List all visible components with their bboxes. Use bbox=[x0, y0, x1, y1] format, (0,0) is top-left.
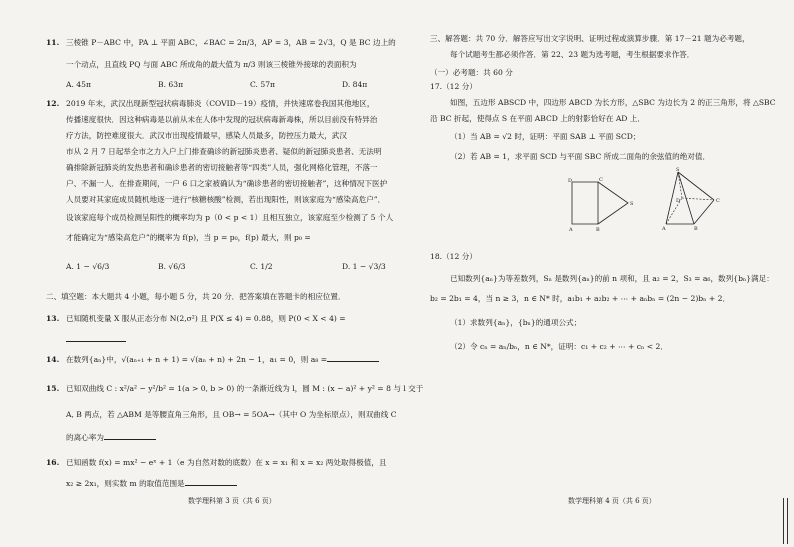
fig2-label-d: D bbox=[676, 198, 681, 204]
q12-line3 bbox=[46, 131, 347, 141]
q15-text-2: A, B 两点，若 △ABM 是等腰直角三角形，且 OB→ = 5OA→（其中 O 为坐标原点），则双曲线 C bbox=[66, 410, 397, 419]
q17-score: （12 分） bbox=[442, 82, 477, 91]
q18-number: 18. bbox=[430, 252, 443, 261]
q18-score: （12 分） bbox=[442, 252, 477, 261]
q16-text-2: x₂ ≥ 2x₁，则实数 m 的取值范围是 bbox=[66, 479, 185, 488]
q13-line bbox=[46, 314, 346, 324]
q15-line1 bbox=[46, 384, 423, 394]
q12-line4 bbox=[46, 147, 381, 157]
q11-option-b: B. 63π bbox=[158, 80, 184, 89]
fig2-label-c: C bbox=[716, 198, 720, 204]
q11-text-1: 三棱锥 P－ABC 中，PA ⊥ 平面 ABC，∠BAC = 2π/3，AP = 3，AB = 2√3，Q 是 BC 边上的 bbox=[66, 38, 396, 47]
q11-option-a: A. 45π bbox=[66, 80, 91, 89]
q17-line1 bbox=[430, 98, 776, 108]
q12-text-6: 户、不漏一人．在排查期间，一户 6 口之家被确认为“确诊患者的密切接触者”，这种情况下医护 bbox=[66, 179, 388, 188]
q12-line8 bbox=[46, 213, 393, 223]
q17-part1-text: （1）当 AB = √2 时，证明：平面 SAB ⊥ 平面 SCD； bbox=[450, 132, 641, 141]
q12-option-c: C. 1/2 bbox=[250, 262, 273, 271]
q18-header bbox=[430, 252, 477, 262]
q14-text: 在数列{aₙ}中，√(aₙ₊₁ + n + 1) = √(aₙ + n) + 2n − 1，a₁ = 0，则 a₈ = bbox=[66, 355, 328, 364]
q12-option-a: A. 1 − √6/3 bbox=[66, 262, 110, 271]
q14-line bbox=[46, 354, 379, 365]
fig2-label-b: B bbox=[694, 226, 698, 232]
q12-line2 bbox=[46, 115, 377, 125]
q14-answer-blank[interactable] bbox=[327, 354, 379, 362]
pyramid-figure bbox=[656, 166, 726, 232]
q15-text-3: 的离心率为 bbox=[66, 433, 104, 442]
q12-text-1: 2019 年末，武汉出现新型冠状病毒肺炎（COVID－19）疫情，并快速席卷我国其他地区， bbox=[66, 99, 375, 108]
q12-text-5: 确排除新冠肺炎的发热患者和确诊患者的密切接触者等“四类”人员，强化网格化管理，不落一 bbox=[66, 163, 378, 172]
section2-heading bbox=[46, 292, 346, 302]
q11-number: 11. bbox=[46, 38, 60, 47]
q11-option-d: D. 84π bbox=[342, 80, 368, 89]
q18-text-1: 已知数列{aₙ}为等差数列，Sₙ 是数列{aₙ}的前 n 项和，且 a₂ = 2，S₃ = a₆，数列{bₙ}满足： bbox=[450, 274, 774, 283]
q15-line2 bbox=[46, 410, 397, 420]
q18-part2-text: （2）令 cₙ = aₙ/bₙ，n ∈ N*，证明：c₁ + c₂ + ⋯ + cₙ < 2． bbox=[450, 342, 668, 351]
q11-option-c: C. 57π bbox=[250, 80, 276, 89]
q11-text-2: 一个动点，且直线 PQ 与面 ABC 所成角的最大值为 π/3 则该三棱锥外接球的表面积为 bbox=[66, 60, 357, 69]
q12-number: 12. bbox=[46, 99, 60, 108]
q12-text-9: 才能确定为“感染高危户”的概率为 f(p)，当 p = p₀，f(p) 最大，则 p₀ = bbox=[66, 233, 311, 242]
q18-part1-text: （1）求数列{aₙ}，{bₙ}的通项公式； bbox=[450, 318, 582, 327]
q18-text-2: b₂ = 2b₁ = 4，当 n ≥ 3，n ∈ N* 时，a₁b₁ + a₂b₂ + ⋯ + aₙbₙ = (2n − 2)bₙ + 2． bbox=[430, 294, 731, 303]
q12-line1 bbox=[46, 99, 374, 109]
left-page-footer: 数学理科第 3 页（共 6 页） bbox=[188, 497, 276, 505]
q17-part2 bbox=[430, 152, 710, 162]
required-heading bbox=[430, 68, 513, 78]
q13-number: 13. bbox=[46, 314, 60, 323]
q12-line9 bbox=[46, 233, 311, 243]
section3-text-1: 三、解答题：共 70 分．解答应写出文字说明、证明过程或演算步骤．第 17－21 题为必考题， bbox=[430, 34, 750, 43]
q12-line6 bbox=[46, 179, 387, 189]
section3-text-2: 每个试题考生都必须作答．第 22、23 题为选考题，考生根据要求作答． bbox=[450, 50, 695, 59]
q16-text-1: 已知函数 f(x) = mx² − eˣ + 1（e 为自然对数的底数）在 x = x₁ 和 x = x₂ 两处取得极值，且 bbox=[66, 458, 387, 467]
fig1-label-c: C bbox=[599, 177, 603, 183]
q11-options bbox=[46, 80, 434, 90]
q12-text-8: 设该家庭每个成员检测呈阳性的概率均为 p（0 < p < 1）且相互独立，该家庭至少检测了 5 个人 bbox=[66, 213, 394, 222]
q17-text-2: 沿 BC 折起，使得点 S 在平面 ABCD 上的射影恰好在 AD 上． bbox=[430, 114, 645, 123]
q17-header bbox=[430, 82, 477, 92]
q16-answer-blank[interactable] bbox=[185, 478, 237, 486]
section2-text: 二、填空题：本大题共 4 小题，每小题 5 分，共 20 分．把答案填在答题卡的相应位置． bbox=[46, 292, 346, 301]
fig1-label-a: A bbox=[569, 227, 573, 232]
q15-text-1: 已知双曲线 C : x²/a² − y²/b² = 1(a > 0, b > 0) 的一条渐近线为 l，圆 M : (x − a)² + y² = 8 与 l 交于 bbox=[66, 384, 424, 393]
q13-text: 已知随机变量 X 服从正态分布 N(2,σ²) 且 P(X ≤ 4) = 0.88，则 P(0 < X < 4) = bbox=[66, 314, 346, 323]
section3-line2 bbox=[430, 50, 694, 60]
q12-options bbox=[46, 262, 434, 272]
q13-answer-line bbox=[46, 334, 126, 345]
q12-text-7: 人员要对其家庭成员随机地逐一进行“核糖核酸”检测，若出现阳性，则该家庭为“感染高危户”． bbox=[66, 195, 386, 204]
q17-text-1: 如图，五边形 ABSCD 中，四边形 ABCD 为长方形，△SBC 为边长为 2 的正三角形，将 △SBC bbox=[450, 98, 776, 107]
q11-line1 bbox=[46, 38, 396, 48]
q18-line1 bbox=[430, 274, 774, 284]
q12-text-3: 疗方法，防控难度很大．武汉市出现疫情最早，感染人员最多，防控压力最大，武汉 bbox=[66, 131, 347, 140]
q12-line7 bbox=[46, 195, 385, 205]
q16-number: 16. bbox=[46, 458, 60, 467]
q12-text-4: 市从 2 月 7 日起举全市之力入户上门排查确诊的新冠肺炎患者、疑似的新冠肺炎患者、无法明 bbox=[66, 147, 382, 156]
q15-answer-blank[interactable] bbox=[104, 432, 156, 440]
fig1-label-d: D bbox=[568, 178, 573, 184]
q17-number: 17. bbox=[430, 82, 443, 91]
q18-part1 bbox=[430, 318, 581, 328]
fig2-label-s: S bbox=[676, 167, 680, 173]
fig2-label-a: A bbox=[662, 226, 666, 232]
q16-line2 bbox=[46, 478, 237, 489]
q15-number: 15. bbox=[46, 384, 60, 393]
required-text: （一）必考题：共 60 分 bbox=[430, 68, 513, 77]
q17-line2 bbox=[430, 114, 645, 124]
q12-text-2: 传播速度很快．因这种病毒是以前从未在人体中发现的冠状病毒新毒株，所以目前没有特异治 bbox=[66, 115, 378, 124]
fig1-label-b: B bbox=[596, 227, 600, 232]
q16-line1 bbox=[46, 458, 387, 468]
q12-option-b: B. √6/3 bbox=[158, 262, 186, 271]
q11-line2 bbox=[46, 60, 357, 70]
right-page-footer: 数学理科第 4 页（共 6 页） bbox=[568, 497, 656, 505]
q18-line2 bbox=[430, 294, 730, 304]
q18-part2 bbox=[430, 342, 668, 352]
q13-answer-blank[interactable] bbox=[66, 334, 126, 342]
q12-option-d: D. 1 − √3/3 bbox=[342, 262, 386, 271]
q12-line5 bbox=[46, 163, 378, 173]
q14-number: 14. bbox=[46, 355, 60, 364]
q15-line3 bbox=[46, 432, 156, 443]
pentagon-figure bbox=[568, 176, 640, 232]
q17-part1 bbox=[430, 132, 640, 142]
fig1-label-s: S bbox=[630, 201, 634, 207]
binding-staple-marks bbox=[782, 498, 792, 544]
q17-part2-text: （2）若 AB = 1，求平面 SCD 与平面 SBC 所成二面角的余弦值的绝对值． bbox=[450, 152, 711, 161]
section3-line1 bbox=[430, 34, 750, 44]
